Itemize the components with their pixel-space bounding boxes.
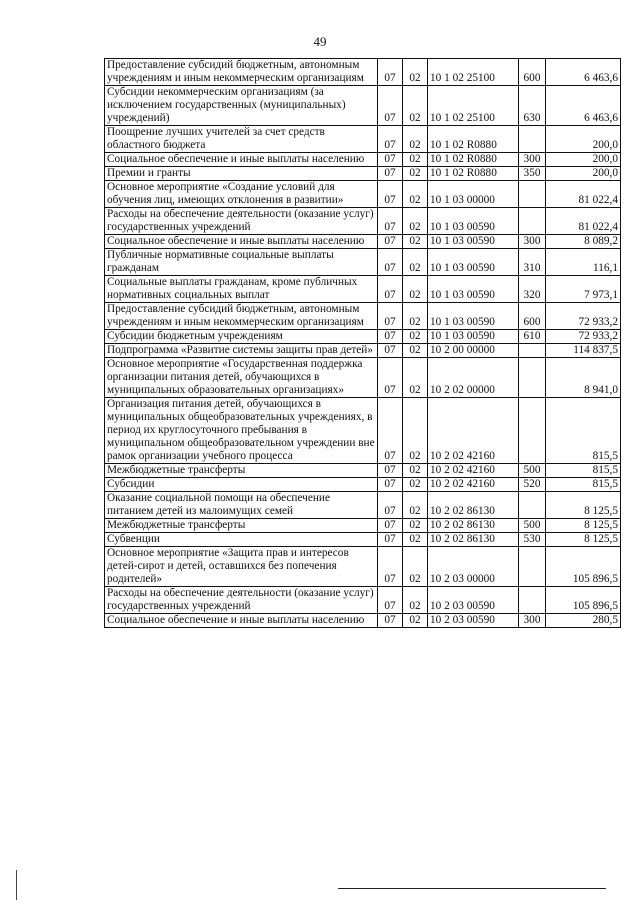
row-podrazdel: 02 xyxy=(403,153,428,167)
table-row xyxy=(105,533,621,547)
table-row xyxy=(105,614,621,628)
table-row xyxy=(105,181,621,208)
row-podrazdel: 02 xyxy=(403,249,428,276)
row-razdel: 07 xyxy=(378,478,403,492)
row-sum: 200,0 xyxy=(546,167,621,181)
row-name: Расходы на обеспечение деятельности (оказание услуг) государственных учреждений xyxy=(105,587,378,614)
row-target-code: 10 2 02 86130 xyxy=(428,533,519,547)
row-sum: 815,5 xyxy=(546,398,621,464)
row-podrazdel: 02 xyxy=(403,303,428,330)
row-podrazdel: 02 xyxy=(403,478,428,492)
row-razdel: 07 xyxy=(378,492,403,519)
row-name: Субсидии xyxy=(105,478,378,492)
table-row xyxy=(105,167,621,181)
table-row xyxy=(105,208,621,235)
row-sum: 105 896,5 xyxy=(546,587,621,614)
row-expense-type: 600 xyxy=(519,59,546,86)
row-target-code: 10 2 03 00000 xyxy=(428,547,519,587)
row-podrazdel: 02 xyxy=(403,181,428,208)
row-razdel: 07 xyxy=(378,464,403,478)
row-razdel: 07 xyxy=(378,330,403,344)
table-row xyxy=(105,344,621,358)
row-expense-type: 630 xyxy=(519,86,546,126)
table-row xyxy=(105,464,621,478)
row-expense-type: 530 xyxy=(519,533,546,547)
row-sum: 200,0 xyxy=(546,126,621,153)
table-row xyxy=(105,547,621,587)
table-row xyxy=(105,303,621,330)
budget-table xyxy=(104,58,621,628)
row-expense-type xyxy=(519,587,546,614)
row-razdel: 07 xyxy=(378,303,403,330)
table-row xyxy=(105,276,621,303)
row-sum: 8 125,5 xyxy=(546,519,621,533)
table-row xyxy=(105,358,621,398)
row-target-code: 10 2 00 00000 xyxy=(428,344,519,358)
row-podrazdel: 02 xyxy=(403,587,428,614)
row-name: Основное мероприятие «Государственная поддержка организации питания детей, обучающихся в муниципальных образовательных организациях» xyxy=(105,358,378,398)
row-target-code: 10 2 02 86130 xyxy=(428,519,519,533)
row-podrazdel: 02 xyxy=(403,330,428,344)
row-razdel: 07 xyxy=(378,614,403,628)
row-podrazdel: 02 xyxy=(403,276,428,303)
row-target-code: 10 1 02 25100 xyxy=(428,86,519,126)
table-row xyxy=(105,519,621,533)
row-razdel: 07 xyxy=(378,153,403,167)
row-target-code: 10 2 02 86130 xyxy=(428,492,519,519)
row-podrazdel: 02 xyxy=(403,59,428,86)
row-name: Организация питания детей, обучающихся в муниципальных общеобразовательных учреждениях, в период их круглосуточного пребывания в муниципальном общеобразовательном учреждении вне рамок организации учебного процесса xyxy=(105,398,378,464)
row-expense-type xyxy=(519,126,546,153)
row-expense-type: 310 xyxy=(519,249,546,276)
row-sum: 815,5 xyxy=(546,464,621,478)
row-target-code: 10 1 03 00590 xyxy=(428,235,519,249)
row-sum: 8 125,5 xyxy=(546,533,621,547)
row-razdel: 07 xyxy=(378,358,403,398)
row-razdel: 07 xyxy=(378,533,403,547)
row-name: Публичные нормативные социальные выплаты гражданам xyxy=(105,249,378,276)
table-row xyxy=(105,478,621,492)
row-expense-type xyxy=(519,492,546,519)
row-target-code: 10 1 02 25100 xyxy=(428,59,519,86)
row-sum: 280,5 xyxy=(546,614,621,628)
row-sum: 81 022,4 xyxy=(546,181,621,208)
table-row xyxy=(105,492,621,519)
table-row xyxy=(105,235,621,249)
row-sum: 105 896,5 xyxy=(546,547,621,587)
row-name: Социальное обеспечение и иные выплаты населению xyxy=(105,614,378,628)
page-number: 49 xyxy=(313,34,327,49)
budget-table-body xyxy=(105,59,621,628)
table-row xyxy=(105,153,621,167)
row-razdel: 07 xyxy=(378,126,403,153)
table-row xyxy=(105,86,621,126)
row-target-code: 10 1 03 00590 xyxy=(428,276,519,303)
row-name: Межбюджетные трансферты xyxy=(105,464,378,478)
row-razdel: 07 xyxy=(378,249,403,276)
row-podrazdel: 02 xyxy=(403,358,428,398)
row-name: Субсидии некоммерческим организациям (за исключением государственных (муниципальных) учреждений) xyxy=(105,86,378,126)
row-name: Поощрение лучших учителей за счет средств областного бюджета xyxy=(105,126,378,153)
row-podrazdel: 02 xyxy=(403,614,428,628)
row-expense-type: 300 xyxy=(519,614,546,628)
row-name: Субсидии бюджетным учреждениям xyxy=(105,330,378,344)
row-sum: 6 463,6 xyxy=(546,59,621,86)
row-target-code: 10 1 02 R0880 xyxy=(428,153,519,167)
row-expense-type: 520 xyxy=(519,478,546,492)
row-expense-type xyxy=(519,547,546,587)
row-target-code: 10 2 02 42160 xyxy=(428,464,519,478)
row-target-code: 10 1 03 00000 xyxy=(428,181,519,208)
row-name: Социальное обеспечение и иные выплаты населению xyxy=(105,235,378,249)
row-razdel: 07 xyxy=(378,519,403,533)
row-sum: 8 941,0 xyxy=(546,358,621,398)
footer-rule xyxy=(338,888,606,889)
row-sum: 200,0 xyxy=(546,153,621,167)
row-target-code: 10 1 03 00590 xyxy=(428,249,519,276)
row-name: Основное мероприятие «Защита прав и интересов детей-сирот и детей, оставшихся без попечения родителей» xyxy=(105,547,378,587)
row-target-code: 10 2 03 00590 xyxy=(428,614,519,628)
row-podrazdel: 02 xyxy=(403,344,428,358)
row-sum: 815,5 xyxy=(546,478,621,492)
row-razdel: 07 xyxy=(378,398,403,464)
row-razdel: 07 xyxy=(378,344,403,358)
row-name: Социальные выплаты гражданам, кроме публичных нормативных социальных выплат xyxy=(105,276,378,303)
row-sum: 114 837,5 xyxy=(546,344,621,358)
row-expense-type: 300 xyxy=(519,235,546,249)
table-row xyxy=(105,59,621,86)
row-podrazdel: 02 xyxy=(403,464,428,478)
row-sum: 81 022,4 xyxy=(546,208,621,235)
row-podrazdel: 02 xyxy=(403,519,428,533)
row-target-code: 10 2 03 00590 xyxy=(428,587,519,614)
row-podrazdel: 02 xyxy=(403,547,428,587)
row-razdel: 07 xyxy=(378,276,403,303)
row-sum: 72 933,2 xyxy=(546,330,621,344)
row-name: Предоставление субсидий бюджетным, автономным учреждениям и иным некоммерческим организациям xyxy=(105,303,378,330)
row-name: Социальное обеспечение и иные выплаты населению xyxy=(105,153,378,167)
row-razdel: 07 xyxy=(378,547,403,587)
row-podrazdel: 02 xyxy=(403,398,428,464)
row-expense-type xyxy=(519,181,546,208)
row-expense-type xyxy=(519,358,546,398)
row-podrazdel: 02 xyxy=(403,533,428,547)
row-expense-type: 350 xyxy=(519,167,546,181)
row-podrazdel: 02 xyxy=(403,86,428,126)
row-razdel: 07 xyxy=(378,235,403,249)
row-name: Субвенции xyxy=(105,533,378,547)
table-row xyxy=(105,126,621,153)
table-row xyxy=(105,249,621,276)
row-sum: 8 125,5 xyxy=(546,492,621,519)
row-razdel: 07 xyxy=(378,208,403,235)
row-name: Предоставление субсидий бюджетным, автономным учреждениям и иным некоммерческим организациям xyxy=(105,59,378,86)
row-expense-type xyxy=(519,344,546,358)
left-margin-mark xyxy=(16,870,17,900)
row-sum: 7 973,1 xyxy=(546,276,621,303)
row-target-code: 10 1 03 00590 xyxy=(428,330,519,344)
table-row xyxy=(105,587,621,614)
row-target-code: 10 1 02 R0880 xyxy=(428,167,519,181)
table-row xyxy=(105,330,621,344)
row-expense-type: 300 xyxy=(519,153,546,167)
row-podrazdel: 02 xyxy=(403,492,428,519)
row-target-code: 10 1 03 00590 xyxy=(428,303,519,330)
row-sum: 116,1 xyxy=(546,249,621,276)
row-podrazdel: 02 xyxy=(403,235,428,249)
row-target-code: 10 2 02 42160 xyxy=(428,478,519,492)
row-podrazdel: 02 xyxy=(403,208,428,235)
row-expense-type: 500 xyxy=(519,464,546,478)
row-name: Подпрограмма «Развитие системы защиты прав детей» xyxy=(105,344,378,358)
row-razdel: 07 xyxy=(378,587,403,614)
row-expense-type: 320 xyxy=(519,276,546,303)
row-target-code: 10 1 02 R0880 xyxy=(428,126,519,153)
row-podrazdel: 02 xyxy=(403,167,428,181)
row-name: Премии и гранты xyxy=(105,167,378,181)
row-razdel: 07 xyxy=(378,181,403,208)
row-name: Оказание социальной помощи на обеспечение питанием детей из малоимущих семей xyxy=(105,492,378,519)
row-name: Основное мероприятие «Создание условий для обучения лиц, имеющих отклонения в развитии» xyxy=(105,181,378,208)
row-sum: 6 463,6 xyxy=(546,86,621,126)
row-name: Расходы на обеспечение деятельности (оказание услуг) государственных учреждений xyxy=(105,208,378,235)
row-sum: 8 089,2 xyxy=(546,235,621,249)
row-expense-type xyxy=(519,398,546,464)
row-target-code: 10 2 02 00000 xyxy=(428,358,519,398)
table-row xyxy=(105,398,621,464)
row-expense-type: 610 xyxy=(519,330,546,344)
row-razdel: 07 xyxy=(378,86,403,126)
row-expense-type: 500 xyxy=(519,519,546,533)
row-target-code: 10 2 02 42160 xyxy=(428,398,519,464)
row-name: Межбюджетные трансферты xyxy=(105,519,378,533)
row-podrazdel: 02 xyxy=(403,126,428,153)
row-sum: 72 933,2 xyxy=(546,303,621,330)
row-expense-type xyxy=(519,208,546,235)
row-expense-type: 600 xyxy=(519,303,546,330)
row-target-code: 10 1 03 00590 xyxy=(428,208,519,235)
row-razdel: 07 xyxy=(378,167,403,181)
row-razdel: 07 xyxy=(378,59,403,86)
